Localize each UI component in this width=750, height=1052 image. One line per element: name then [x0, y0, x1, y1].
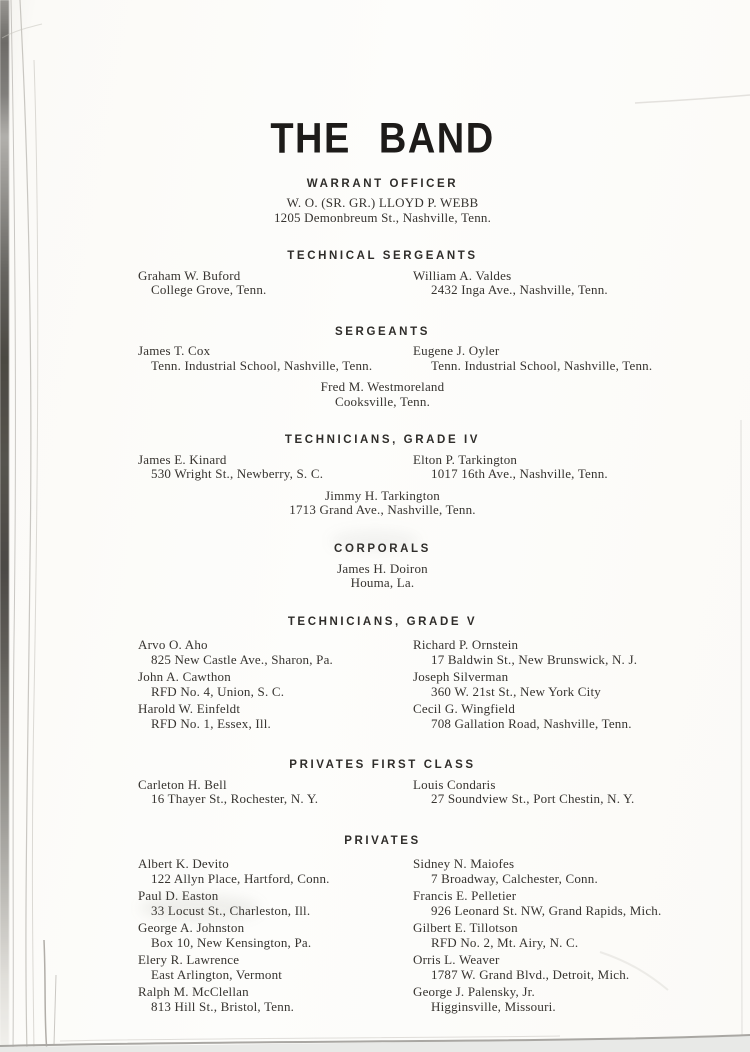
roster-entry — [138, 670, 413, 699]
member-name: Joseph Silverman — [413, 669, 509, 685]
member-name: James T. Cox — [138, 343, 211, 359]
member-name: John A. Cawthon — [138, 669, 231, 685]
right-column — [413, 857, 661, 1017]
section-privates — [110, 834, 662, 1017]
member-address: 926 Leonard St. NW, Grand Rapids, Mich. — [431, 902, 662, 918]
member-name: Ralph M. McClellan — [138, 984, 249, 999]
bottom-page-edge-fill — [0, 1036, 750, 1052]
roster-entry — [413, 921, 661, 950]
member-address: 530 Wright St., Newberry, S. C. — [151, 466, 324, 481]
two-column-list — [110, 269, 655, 301]
member-address: Box 10, New Kensington, Pa. — [151, 934, 312, 950]
section-privates-first-class — [110, 758, 655, 809]
member-address: 360 W. 21st St., New York City — [431, 683, 601, 699]
roster-content — [110, 0, 662, 1017]
page-title: THE BAND — [270, 115, 495, 163]
member-address: 7 Broadway, Calchester, Conn. — [431, 870, 598, 886]
member-address: 825 New Castle Ave., Sharon, Pa. — [151, 651, 333, 667]
section-heading: WARRANT OFFICER — [306, 178, 459, 190]
member-name: Graham W. Buford — [138, 267, 241, 283]
bottom-page-edge-line — [0, 1035, 750, 1046]
member-address: 16 Thayer St., Rochester, N. Y. — [151, 791, 319, 807]
roster-entry — [110, 196, 655, 225]
member-address: College Grove, Tenn. — [151, 282, 267, 298]
centered-entries — [110, 196, 655, 225]
member-address: 2432 Inga Ave., Nashville, Tenn. — [431, 282, 608, 298]
member-address: Houma, La. — [350, 575, 415, 591]
member-name: Sidney N. Maiofes — [413, 856, 515, 871]
section-technicians-grade-iv — [110, 433, 655, 517]
page-curl-crease-line — [54, 975, 56, 1045]
roster-entry — [138, 344, 413, 373]
member-address: 33 Locust St., Charleston, Ill. — [151, 902, 311, 918]
member-address: East Arlington, Vermont — [151, 966, 283, 982]
member-name: James E. Kinard — [138, 451, 227, 467]
right-column — [413, 778, 655, 810]
page-curl-crease-line — [11, 0, 15, 1052]
left-binding-shadow — [0, 0, 9, 1052]
member-address: 1017 16th Ave., Nashville, Tenn. — [431, 466, 608, 481]
two-column-list — [110, 638, 655, 734]
member-name: Elery R. Lawrence — [138, 952, 240, 967]
left-column — [110, 778, 413, 810]
member-address: 1205 Demonbreum St., Nashville, Tenn. — [273, 209, 492, 225]
bottom-page-edge-highlight — [60, 1036, 560, 1041]
roster-entry — [110, 562, 655, 591]
member-address: Tenn. Industrial School, Nashville, Tenn. — [151, 357, 373, 373]
section-heading: PRIVATES FIRST CLASS — [289, 759, 476, 772]
roster-entry — [413, 857, 661, 886]
member-name: Richard P. Ornstein — [413, 637, 519, 653]
member-address: RFD No. 1, Essex, Ill. — [151, 715, 271, 731]
right-column — [413, 269, 655, 301]
right-edge-line — [741, 420, 742, 1035]
member-name: Paul D. Easton — [138, 888, 219, 903]
member-name: William A. Valdes — [413, 267, 512, 283]
page-curl-crease-line — [20, 0, 31, 1052]
member-name: Gilbert E. Tillotson — [413, 920, 518, 935]
section-heading: TECHNICIANS, GRADE IV — [284, 434, 481, 447]
member-name: Eugene J. Oyler — [413, 343, 500, 359]
member-name: Louis Condaris — [413, 776, 496, 792]
paper-smudge — [330, 530, 420, 552]
roster-entry — [138, 778, 413, 807]
left-column — [110, 453, 413, 485]
two-column-list — [110, 856, 662, 1017]
member-address: 708 Gallation Road, Nashville, Tenn. — [431, 715, 632, 731]
left-column — [110, 857, 413, 1017]
two-column-list — [110, 344, 655, 376]
member-name: Carleton H. Bell — [138, 776, 227, 792]
member-address: Cooksville, Tenn. — [334, 393, 431, 409]
section-technical-sergeants — [110, 249, 655, 300]
roster-entry — [413, 670, 655, 699]
member-address: 813 Hill St., Bristol, Tenn. — [151, 998, 295, 1014]
left-column — [110, 269, 413, 301]
member-name: Cecil G. Wingfield — [413, 701, 516, 717]
roster-entry — [413, 344, 655, 373]
two-column-list — [110, 453, 655, 485]
member-address: Tenn. Industrial School, Nashville, Tenn. — [431, 357, 653, 373]
member-address: 27 Soundview St., Port Chestin, N. Y. — [431, 791, 635, 807]
section-heading: TECHNICAL SERGEANTS — [287, 250, 478, 263]
member-name: Elton P. Tarkington — [413, 451, 518, 467]
section-heading: TECHNICIANS, GRADE V — [287, 615, 478, 628]
member-address: 17 Baldwin St., New Brunswick, N. J. — [431, 651, 638, 667]
roster-entry — [413, 953, 661, 982]
section-sergeants — [110, 325, 655, 409]
member-name: George A. Johnston — [138, 920, 245, 935]
left-column — [110, 638, 413, 734]
page-curl-crease-line — [44, 940, 47, 1052]
roster-entry — [413, 778, 655, 807]
member-name: James H. Doiron — [337, 560, 428, 576]
two-column-list — [110, 778, 655, 810]
member-name: Orris L. Weaver — [413, 952, 500, 967]
roster-entry — [413, 269, 655, 298]
member-name: Jimmy H. Tarkington — [325, 487, 440, 503]
member-name: Albert K. Devito — [138, 856, 229, 871]
right-column — [413, 453, 655, 485]
page-curl-crease-line — [32, 60, 37, 1052]
left-column — [110, 344, 413, 376]
roster-entry — [110, 489, 655, 518]
roster-entry — [138, 953, 413, 982]
member-address: 122 Allyn Place, Hartford, Conn. — [151, 870, 330, 886]
member-address: 1713 Grand Ave., Nashville, Tenn. — [289, 502, 476, 517]
member-address: RFD No. 2, Mt. Airy, N. C. — [431, 934, 579, 950]
roster-entry — [413, 638, 655, 667]
member-address: RFD No. 4, Union, S. C. — [151, 683, 285, 699]
roster-entry — [138, 921, 413, 950]
member-name: Fred M. Westmoreland — [320, 379, 445, 395]
roster-entry — [110, 380, 655, 409]
section-heading: SERGEANTS — [335, 325, 430, 338]
member-name: W. O. (SR. GR.) LLOYD P. WEBB — [286, 195, 479, 211]
roster-entry — [138, 453, 413, 482]
paper-smudge — [140, 895, 260, 921]
roster-entry — [413, 702, 655, 731]
member-name: Harold W. Einfeldt — [138, 701, 241, 717]
roster-entry — [138, 702, 413, 731]
section-heading: CORPORALS — [334, 542, 431, 555]
member-address: 1787 W. Grand Blvd., Detroit, Mich. — [431, 966, 630, 982]
centered-entries — [110, 562, 655, 591]
section-warrant-officer — [110, 177, 655, 225]
section-technicians-grade-v — [110, 615, 655, 734]
roster-entry — [138, 985, 413, 1014]
roster-entry — [138, 857, 413, 886]
section-heading: PRIVATES — [344, 834, 421, 847]
roster-entry — [413, 889, 661, 918]
centered-entries — [110, 489, 655, 518]
member-address: Higginsville, Missouri. — [431, 998, 556, 1014]
member-name: Arvo O. Aho — [138, 637, 208, 653]
roster-entry — [413, 985, 661, 1014]
roster-entry — [138, 638, 413, 667]
member-name: Francis E. Pelletier — [413, 888, 517, 903]
member-name: George J. Palensky, Jr. — [413, 984, 535, 999]
centered-entries — [110, 380, 655, 409]
roster-entry — [413, 453, 655, 482]
right-column — [413, 344, 655, 376]
right-column — [413, 638, 655, 734]
roster-entry — [138, 269, 413, 298]
